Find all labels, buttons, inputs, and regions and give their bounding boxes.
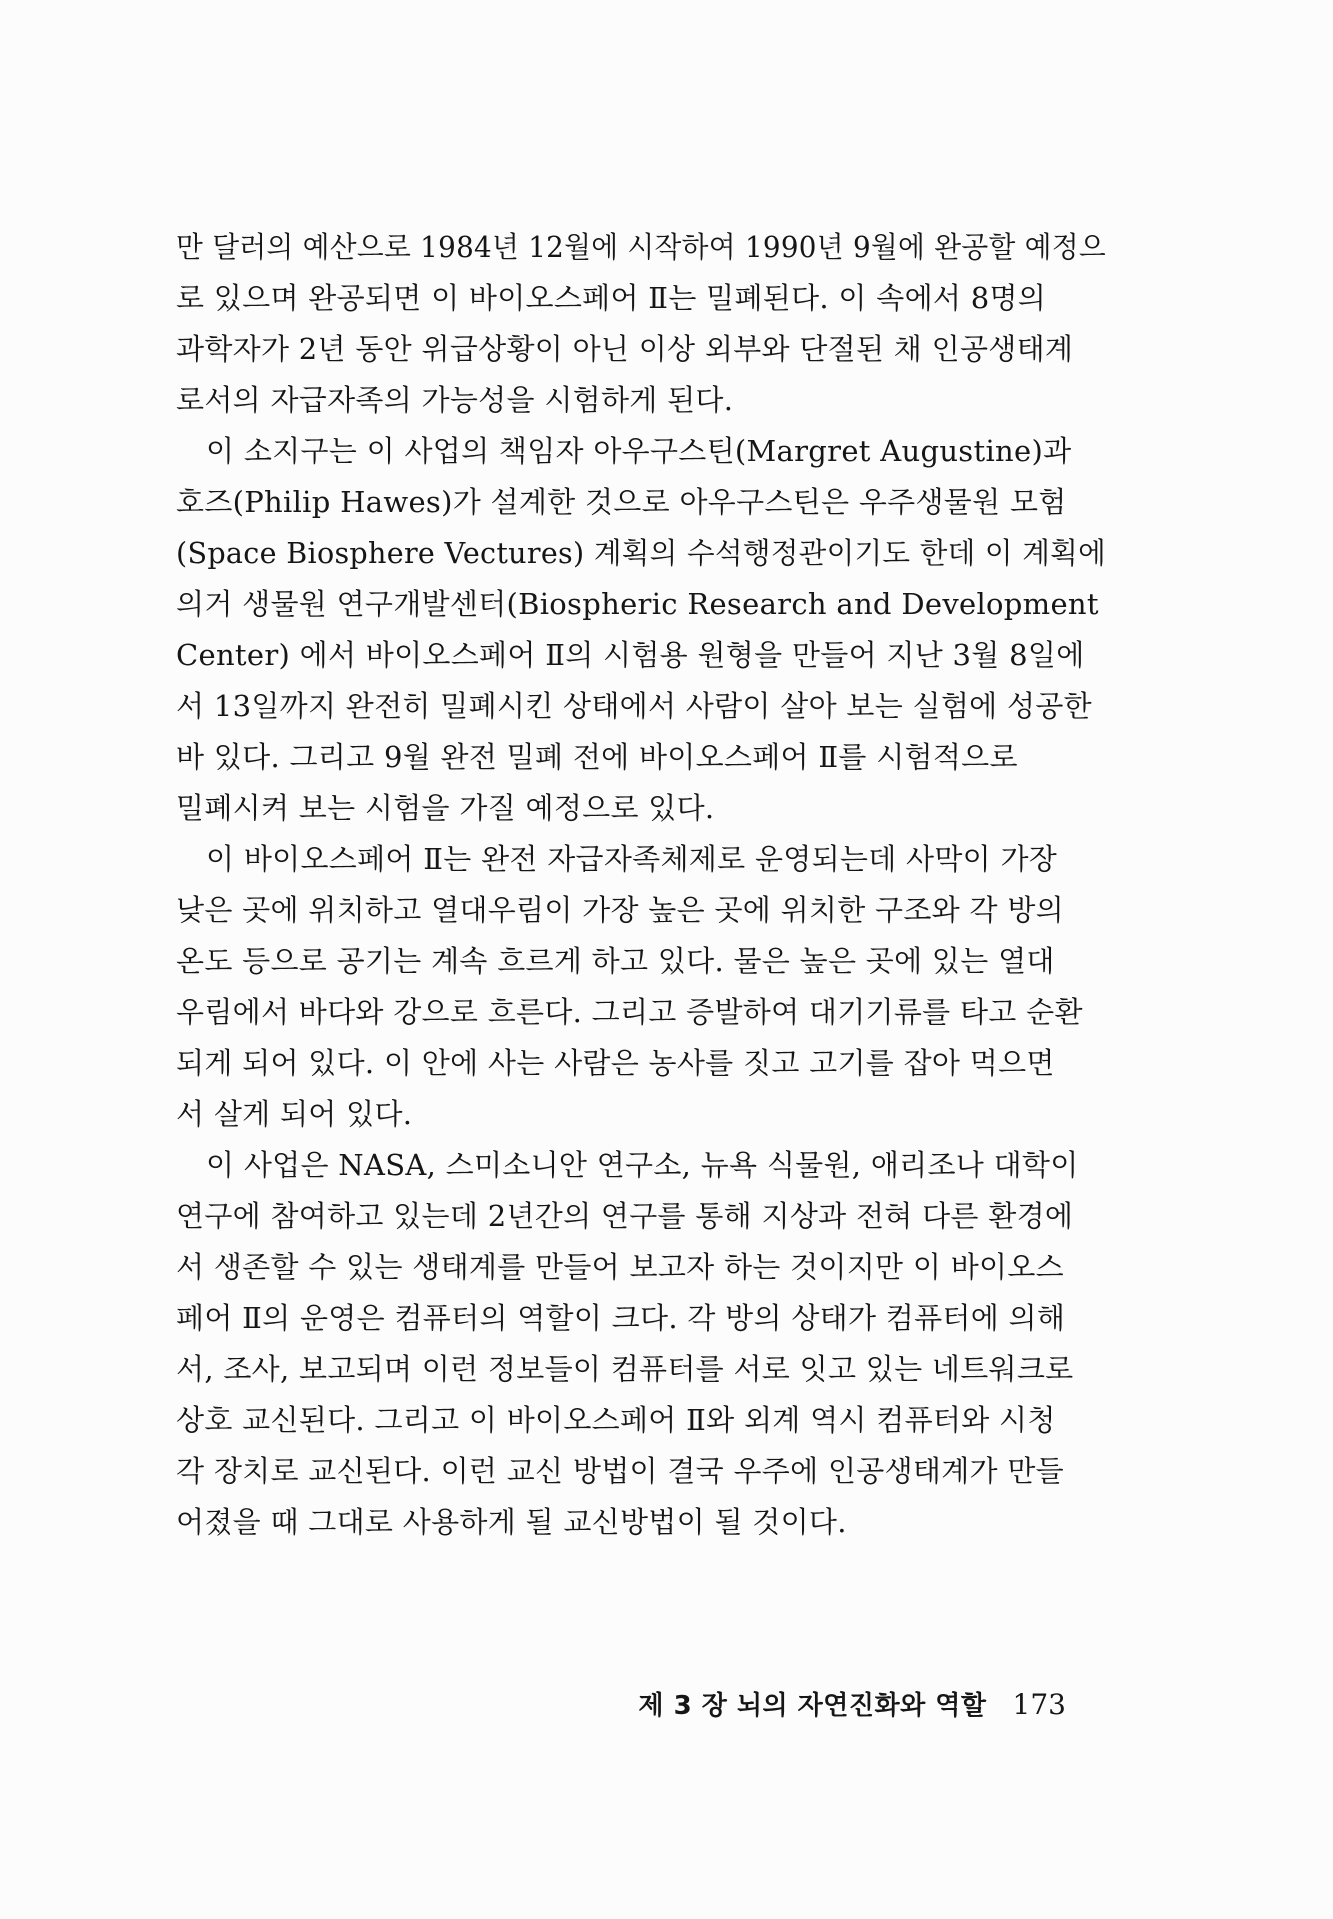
text-line: 연구에 참여하고 있는데 2년간의 연구를 통해 지상과 전혀 다른 환경에 <box>176 1199 1074 1233</box>
text-line: 만 달러의 예산으로 1984년 12월에 시작하여 1990년 9월에 완공할 예정으 <box>176 230 1106 264</box>
page-number: 173 <box>1012 1688 1066 1721</box>
text-line: 로서의 자급자족의 가능성을 시험하게 된다. <box>176 383 734 417</box>
text-line: 서 생존할 수 있는 생태계를 만들어 보고자 하는 것이지만 이 바이오스 <box>176 1250 1064 1284</box>
text-line: 이 사업은 NASA, 스미소니안 연구소, 뉴욕 식물원, 애리조나 대학이 <box>206 1148 1079 1182</box>
text-line: 밀폐시켜 보는 시험을 가질 예정으로 있다. <box>176 791 715 825</box>
chapter-title: 제 3 장 뇌의 자연진화와 역할 <box>638 1691 987 1721</box>
text-line: (Space Biosphere Vectures) 계획의 수석행정관이기도 한데 이 계획에 <box>176 536 1106 570</box>
text-line: 페어 Ⅱ의 운영은 컴퓨터의 역할이 크다. 각 방의 상태가 컴퓨터에 의해 <box>176 1301 1066 1335</box>
text-line: 상호 교신된다. 그리고 이 바이오스페어 Ⅱ와 외계 역시 컴퓨터와 시청 <box>176 1403 1056 1437</box>
text-line: 낮은 곳에 위치하고 열대우림이 가장 높은 곳에 위치한 구조와 각 방의 <box>176 893 1064 927</box>
text-line: 이 바이오스페어 Ⅱ는 완전 자급자족체제로 운영되는데 사막이 가장 <box>206 842 1058 876</box>
text-line: 어졌을 때 그대로 사용하게 될 교신방법이 될 것이다. <box>176 1505 847 1539</box>
text-line: 호즈(Philip Hawes)가 설계한 것으로 아우구스틴은 우주생물원 모험 <box>176 485 1067 519</box>
text-line: 되게 되어 있다. 이 안에 사는 사람은 농사를 짓고 고기를 잡아 먹으면 <box>176 1046 1055 1080</box>
text-line: 서, 조사, 보고되며 이런 정보들이 컴퓨터를 서로 잇고 있는 네트워크로 <box>176 1352 1074 1386</box>
text-line: 온도 등으로 공기는 계속 흐르게 하고 있다. 물은 높은 곳에 있는 열대 <box>176 944 1055 978</box>
text-line: 서 13일까지 완전히 밀폐시킨 상태에서 사람이 살아 보는 실험에 성공한 <box>176 689 1092 723</box>
text-line: 서 살게 되어 있다. <box>176 1097 413 1131</box>
page-footer <box>0 1685 1066 1722</box>
text-line: 우림에서 바다와 강으로 흐른다. 그리고 증발하여 대기기류를 타고 순환 <box>176 995 1083 1029</box>
text-line: Center) 에서 바이오스페어 Ⅱ의 시험용 원형을 만들어 지난 3월 8일에 <box>176 638 1085 672</box>
text-line: 각 장치로 교신된다. 이런 교신 방법이 결국 우주에 인공생태계가 만들 <box>176 1454 1064 1488</box>
text-line: 이 소지구는 이 사업의 책임자 아우구스틴(Margret Augustine)과 <box>206 434 1072 468</box>
text-line: 과학자가 2년 동안 위급상황이 아닌 이상 외부와 단절된 채 인공생태계 <box>176 332 1074 366</box>
text-line: 의거 생물원 연구개발센터(Biospheric Research and Development <box>176 587 1099 621</box>
text-line: 로 있으며 완공되면 이 바이오스페어 Ⅱ는 밀폐된다. 이 속에서 8명의 <box>176 281 1047 315</box>
text-line: 바 있다. 그리고 9월 완전 밀폐 전에 바이오스페어 Ⅱ를 시험적으로 <box>176 740 1018 774</box>
body-text <box>176 222 1106 1548</box>
